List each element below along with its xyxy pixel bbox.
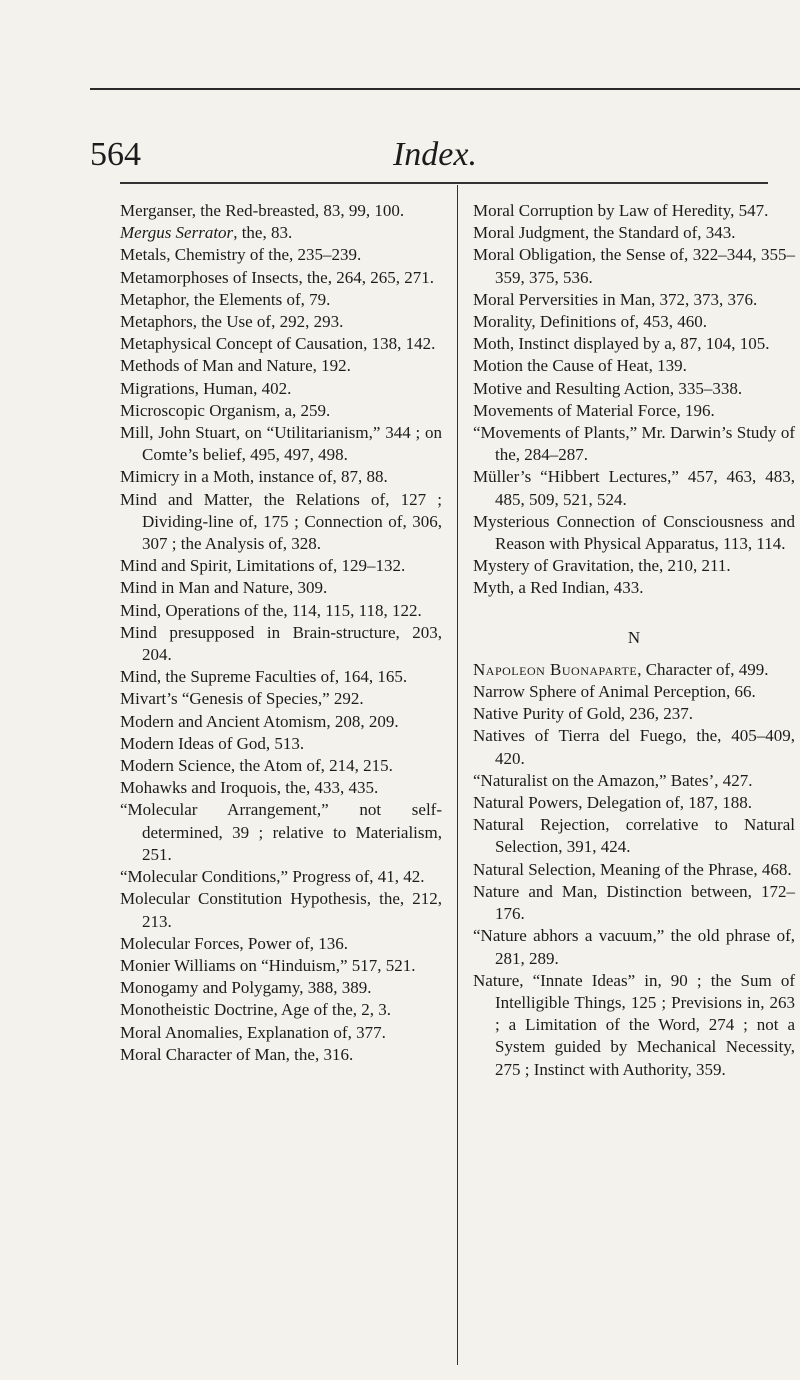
index-entry: Moral Obligation, the Sense of, 322–344, 355–359, 375, 536.: [473, 245, 795, 287]
index-entry: Modern Ideas of God, 513.: [120, 733, 305, 753]
column-divider: [457, 185, 458, 1365]
right-column-n-entries: [473, 659, 795, 1081]
index-entry: Mind in Man and Nature, 309.: [120, 578, 328, 598]
index-entry: Microscopic Organism, a, 259.: [120, 400, 331, 420]
index-entry: Natural Powers, Delegation of, 187, 188.: [473, 793, 753, 813]
index-entry: Monier Williams on “Hinduism,” 517, 521.: [120, 955, 416, 975]
index-entry: “Nature abhors a vacuum,” the old phrase of, 281, 289.: [473, 926, 795, 968]
index-entry: Mill, John Stuart, on “Utilitarianism,” 344 ; on Comte’s belief, 495, 497, 498.: [120, 423, 442, 465]
index-entry: Myth, a Red Indian, 433.: [473, 578, 644, 598]
index-entry: Monotheistic Doctrine, Age of the, 2, 3.: [120, 1000, 392, 1020]
page-number: 564: [90, 136, 141, 173]
index-entry: Methods of Man and Nature, 192.: [120, 356, 351, 376]
index-entry: Nature and Man, Distinction between, 172–176.: [473, 881, 795, 924]
index-entry: Metaphors, the Use of, 292, 293.: [120, 312, 344, 332]
index-entry: Molecular Forces, Power of, 136.: [120, 933, 349, 953]
index-entry: Moral Corruption by Law of Heredity, 547.: [473, 201, 769, 220]
index-entry: Modern and Ancient Atomism, 208, 209.: [120, 711, 399, 731]
running-head: Index.: [392, 136, 477, 173]
index-entry: Napoleon Buonaparte, Character of, 499.: [473, 659, 769, 679]
index-entry: Modern Science, the Atom of, 214, 215.: [120, 756, 393, 776]
index-entry: Mind presupposed in Brain-structure, 203, 204.: [120, 622, 442, 665]
index-entry: Molecular Constitution Hypothesis, the, 212, 213.: [120, 889, 442, 931]
index-entry: Movements of Material Force, 196.: [473, 400, 715, 420]
index-entry: Merganser, the Red-breasted, 83, 99, 100.: [120, 201, 405, 220]
header-rule: [120, 182, 768, 184]
index-entry: Motive and Resulting Action, 335–338.: [473, 378, 743, 398]
index-entry: Natural Rejection, correlative to Natural Selection, 391, 424.: [473, 815, 795, 857]
index-entry: “Movements of Plants,” Mr. Darwin’s Study of the, 284–287.: [473, 423, 795, 465]
index-entry: Morality, Definitions of, 453, 460.: [473, 312, 708, 332]
index-entry: Metaphor, the Elements of, 79.: [120, 289, 331, 309]
index-entry: “Molecular Conditions,” Progress of, 41, 42.: [120, 867, 425, 887]
index-entry: Mind and Spirit, Limitations of, 129–132.: [120, 556, 406, 576]
index-entry: Mystery of Gravitation, the, 210, 211.: [473, 556, 731, 576]
index-entry: Metals, Chemistry of the, 235–239.: [120, 245, 362, 265]
index-entry: Moral Character of Man, the, 316.: [120, 1044, 354, 1064]
index-entry: Mysterious Connection of Consciousness and Reason with Physical Apparatus, 113, 114.: [473, 511, 795, 554]
section-letter-n: N: [627, 627, 641, 647]
index-entry: Motion the Cause of Heat, 139.: [473, 356, 687, 376]
index-entry: Mind, Operations of the, 114, 115, 118, 122.: [120, 600, 422, 620]
right-column: [473, 200, 795, 1081]
index-entry: Moral Judgment, the Standard of, 343.: [473, 223, 736, 243]
index-entry: Migrations, Human, 402.: [120, 378, 292, 398]
index-entry: Mohawks and Iroquois, the, 433, 435.: [120, 778, 379, 798]
index-entry: Metamorphoses of Insects, the, 264, 265, 271.: [120, 267, 434, 287]
index-entry: Mind and Matter, the Relations of, 127 ; Dividing-line of, 175 ; Connection of, 306, 307 ; the Analysis of, 328.: [120, 489, 442, 554]
page-header: [90, 130, 780, 180]
index-entry: Narrow Sphere of Animal Perception, 66.: [473, 682, 756, 702]
index-entry: Metaphysical Concept of Causation, 138, 142.: [120, 334, 436, 354]
index-entry: Monogamy and Polygamy, 388, 389.: [120, 978, 372, 998]
index-entry: Moral Anomalies, Explanation of, 377.: [120, 1022, 386, 1042]
index-entry: Native Purity of Gold, 236, 237.: [473, 704, 694, 724]
index-entry: Moth, Instinct displayed by a, 87, 104, 105.: [473, 334, 770, 354]
top-rule: [90, 88, 800, 90]
index-entry: Moral Perversities in Man, 372, 373, 376.: [473, 289, 758, 309]
left-column: [120, 200, 442, 1066]
index-entry: Natives of Tierra del Fuego, the, 405–409, 420.: [473, 726, 795, 768]
index-entry: Natural Selection, Meaning of the Phrase, 468.: [473, 859, 792, 879]
index-entry: Müller’s “Hibbert Lectures,” 457, 463, 483, 485, 509, 521, 524.: [473, 467, 795, 509]
index-entry: Nature, “Innate Ideas” in, 90 ; the Sum of Intelligible Things, 125 ; Previsions in, 263 ; a Limitation of the Word, 274 ; not a System guided by Mechanical Necessity, 275 ; Instinct with Authority, 359.: [473, 970, 795, 1079]
index-entry: Mergus Serrator, the, 83.: [120, 223, 293, 243]
index-entry: Mimicry in a Moth, instance of, 87, 88.: [120, 467, 388, 487]
index-entry: Mind, the Supreme Faculties of, 164, 165.: [120, 667, 408, 687]
index-entry: “Naturalist on the Amazon,” Bates’, 427.: [473, 770, 753, 790]
index-entry: “Molecular Arrangement,” not self-determined, 39 ; relative to Materialism, 251.: [120, 800, 442, 864]
right-column-m-entries: [473, 200, 795, 600]
index-entry: Mivart’s “Genesis of Species,” 292.: [120, 689, 364, 709]
